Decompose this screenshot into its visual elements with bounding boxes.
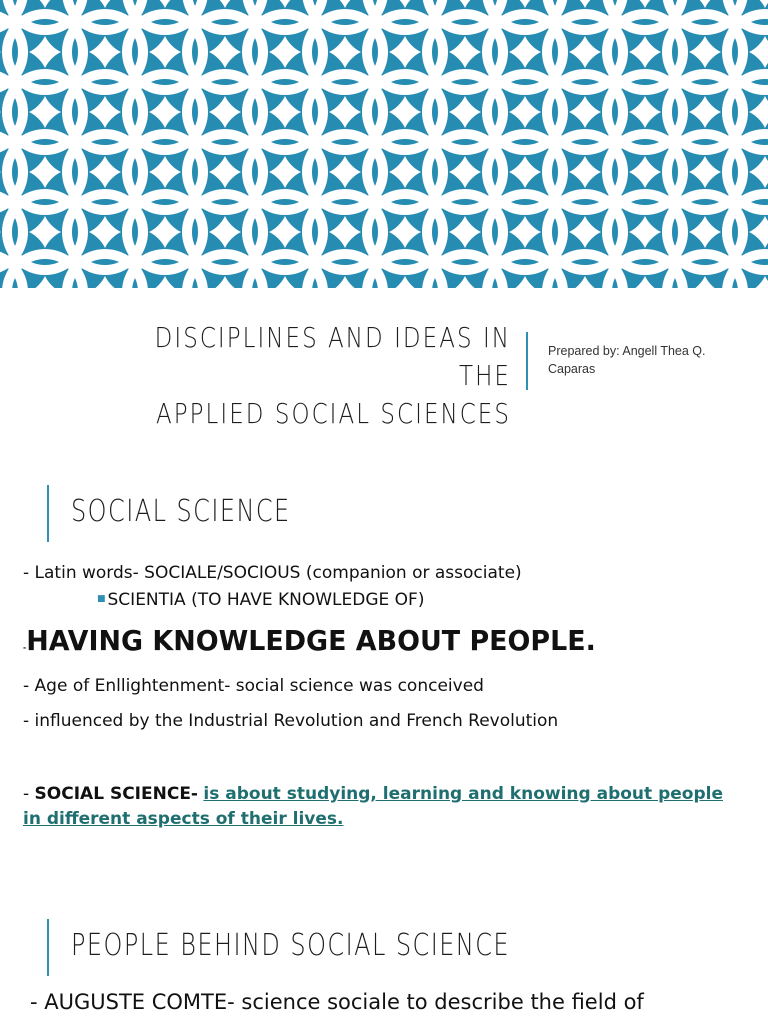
square-bullet-icon: ■: [97, 594, 106, 604]
influenced-line: - influenced by the Industrial Revolution and French Revolution: [23, 711, 559, 731]
definition-link[interactable]: is about studying, learning and knowing about people in different aspects of their lives.: [23, 784, 723, 829]
enlightenment-line: - Age of Enllightenment- social science was conceived: [23, 676, 484, 696]
author-line-1: Prepared by: Angell Thea Q.: [548, 344, 706, 358]
big-statement: [23, 624, 596, 657]
definition-paragraph: [23, 782, 743, 832]
scientia-text: SCIENTIA (TO HAVE KNOWLEDGE OF): [107, 590, 425, 610]
comte-line: - AUGUSTE COMTE- science sociale to describe the field of: [30, 990, 644, 1014]
latin-words-line: - Latin words- SOCIALE/SOCIOUS (companion or associate): [23, 563, 522, 583]
author-line-2: Caparas: [548, 362, 596, 376]
scientia-line: [97, 590, 424, 610]
interlocking-circles-pattern: [0, 0, 768, 288]
section-heading-people: PEOPLE BEHIND SOCIAL SCIENCE: [71, 928, 511, 963]
slide-title-line-1: DISCIPLINES AND IDEAS IN THE: [154, 321, 511, 392]
slide-title-line-2: APPLIED SOCIAL SCIENCES: [155, 397, 511, 430]
title-divider: [526, 332, 528, 390]
big-statement-dash: -: [23, 643, 27, 652]
big-statement-text: HAVING KNOWLEDGE ABOUT PEOPLE.: [26, 624, 596, 657]
section-accent-bar: [47, 485, 49, 542]
section-heading-social-science: SOCIAL SCIENCE: [71, 494, 291, 529]
definition-term: SOCIAL SCIENCE-: [34, 784, 198, 804]
author-credit: [548, 342, 748, 378]
slide-title: [117, 319, 511, 433]
definition-prefix: -: [23, 784, 35, 804]
section-accent-bar-2: [47, 919, 49, 976]
header-pattern-image: [0, 0, 768, 288]
